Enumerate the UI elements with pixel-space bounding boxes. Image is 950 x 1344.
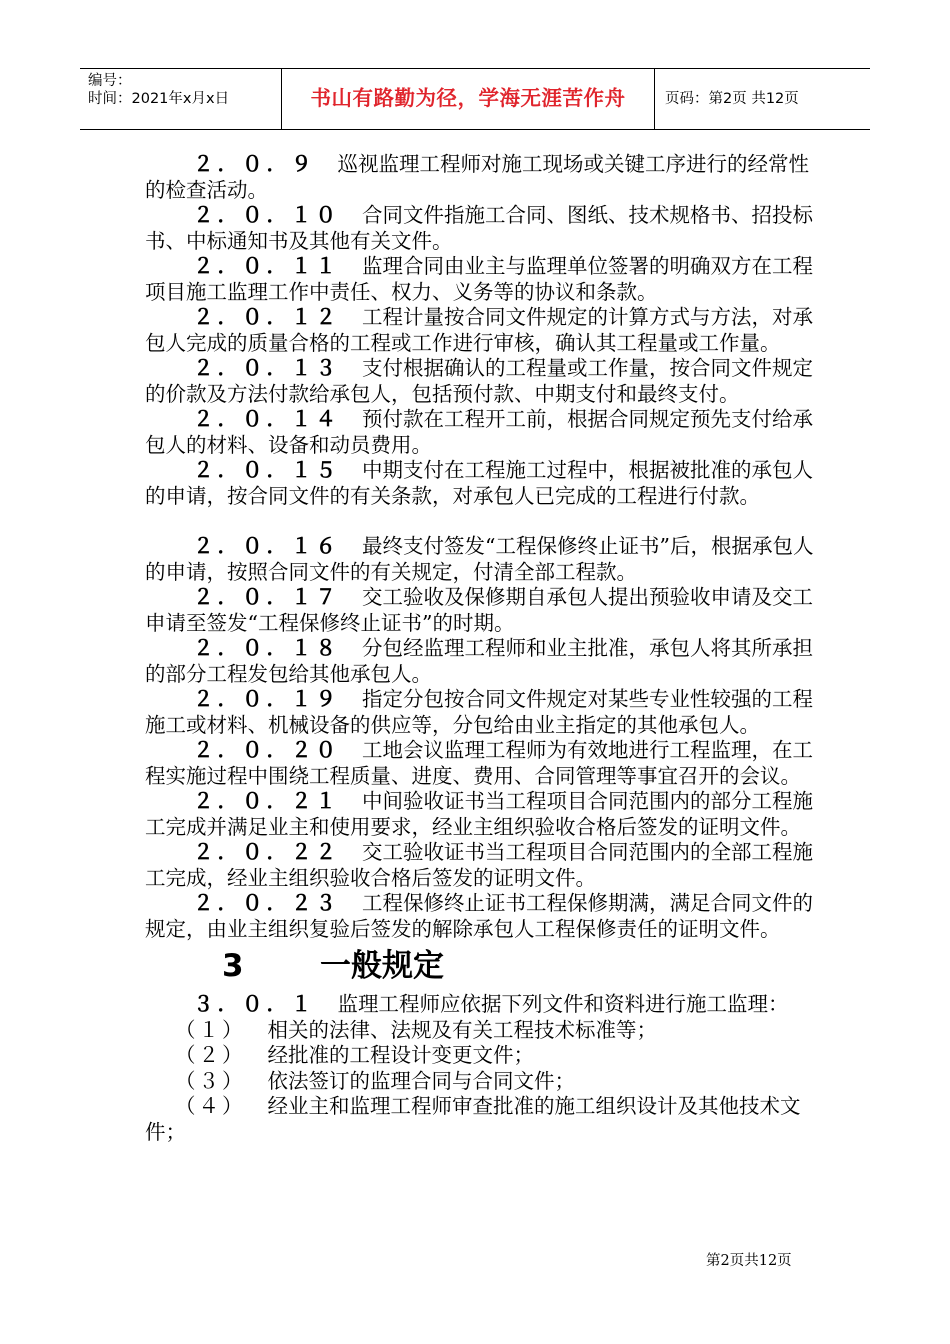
term-paragraph bbox=[145, 585, 825, 636]
header-divider-right bbox=[654, 68, 655, 130]
clause-paragraph bbox=[145, 992, 825, 1018]
list-item-text: 经业主和监理工程师审查批准的施工组织设计及其他技术文件； bbox=[145, 1094, 801, 1144]
term-number: ２．０．２２ bbox=[193, 840, 340, 864]
list-item-text: 经批准的工程设计变更文件； bbox=[267, 1043, 534, 1067]
term-number: ２．０．１２ bbox=[193, 305, 340, 329]
list-item bbox=[145, 1094, 825, 1145]
clause-text: 监理工程师应依据下列文件和资料进行施工监理： bbox=[337, 992, 789, 1016]
term-paragraph bbox=[145, 356, 825, 407]
term-number: ２．０．１３ bbox=[193, 356, 340, 380]
term-paragraph bbox=[145, 636, 825, 687]
term-number: ２．０．２１ bbox=[193, 789, 340, 813]
document-body bbox=[145, 152, 825, 1145]
term-number: ２．０．２３ bbox=[193, 891, 340, 915]
term-paragraph bbox=[145, 738, 825, 789]
term-number: ２．０．１７ bbox=[193, 585, 340, 609]
page-footer: 第2页共12页 bbox=[706, 1253, 792, 1269]
term-number: ２．０．２０ bbox=[193, 738, 340, 762]
header-top-rule bbox=[80, 68, 870, 69]
term-paragraph bbox=[145, 840, 825, 891]
clause-number: ３．０．１ bbox=[193, 992, 316, 1016]
term-paragraph bbox=[145, 407, 825, 458]
term-number: ２．０．１８ bbox=[193, 636, 340, 660]
term-text: 巡视监理工程师对施工现场或关键工序进行的经常性的检查活动。 bbox=[145, 152, 809, 202]
term-text: 最终支付签发“工程保修终止证书”后，根据承包人的申请，按照合同文件的有关规定，付清全部工程款。 bbox=[145, 534, 814, 584]
section-title: 一般规定 bbox=[320, 948, 444, 984]
header-bottom-rule bbox=[80, 129, 870, 130]
blank-line bbox=[145, 509, 825, 534]
section-heading bbox=[145, 944, 825, 988]
term-text: 指定分包按合同文件规定对某些专业性较强的工程施工或材料、机械设备的供应等，分包给由业主指定的其他承包人。 bbox=[145, 687, 813, 737]
term-text: 交工验收及保修期自承包人提出预验收申请及交工申请至签发“工程保修终止证书”的时期。 bbox=[145, 585, 813, 635]
term-paragraph bbox=[145, 254, 825, 305]
section-number: 3 bbox=[222, 948, 244, 984]
list-item-tag: （３） bbox=[175, 1068, 246, 1093]
list-item-tag: （２） bbox=[175, 1043, 246, 1067]
term-text: 预付款在工程开工前，根据合同规定预先支付给承包人的材料、设备和动员费用。 bbox=[145, 407, 813, 457]
term-paragraph bbox=[145, 789, 825, 840]
term-text: 工地会议监理工程师为有效地进行工程监理，在工程实施过程中围绕工程质量、进度、费用、合同管理等事宜召开的会议。 bbox=[145, 738, 813, 788]
term-number: ２．０．１１ bbox=[193, 254, 340, 278]
term-number: ２．０．１６ bbox=[193, 534, 340, 558]
term-paragraph bbox=[145, 152, 825, 203]
term-text: 中期支付在工程施工过程中，根据被批准的承包人的申请，按合同文件的有关条款，对承包人已完成的工程进行付款。 bbox=[145, 458, 813, 508]
term-paragraph bbox=[145, 458, 825, 509]
term-text: 中间验收证书当工程项目合同范围内的部分工程施工完成并满足业主和使用要求，经业主组织验收合格后签发的证明文件。 bbox=[145, 789, 813, 839]
list-item bbox=[145, 1043, 825, 1069]
term-number: ２．０．１４ bbox=[193, 407, 340, 431]
term-text: 工程计量按合同文件规定的计算方式与方法，对承包人完成的质量合格的工程或工作进行审核，确认其工程量或工作量。 bbox=[145, 305, 813, 355]
term-paragraph bbox=[145, 891, 825, 942]
term-text: 监理合同由业主与监理单位签署的明确双方在工程项目施工监理工作中责任、权力、义务等的协议和条款。 bbox=[145, 254, 813, 304]
list-item-text: 依法签订的监理合同与合同文件； bbox=[267, 1068, 575, 1093]
term-paragraph bbox=[145, 534, 825, 585]
list-item-tag: （１） bbox=[175, 1017, 246, 1042]
list-item-tag: （４） bbox=[175, 1094, 246, 1118]
term-paragraph bbox=[145, 305, 825, 356]
term-number: ２．０．９ bbox=[193, 152, 316, 176]
list-item bbox=[145, 1018, 825, 1044]
term-text: 支付根据确认的工程量或工作量，按合同文件规定的价款及方法付款给承包人，包括预付款、中期支付和最终支付。 bbox=[145, 356, 813, 406]
term-number: ２．０．１５ bbox=[193, 458, 340, 482]
term-text: 分包经监理工程师和业主批准，承包人将其所承担的部分工程发包给其他承包人。 bbox=[145, 636, 813, 686]
term-number: ２．０．１０ bbox=[193, 203, 340, 227]
serial-label: 编号： bbox=[88, 73, 132, 89]
term-text: 交工验收证书当工程项目合同范围内的全部工程施工完成，经业主组织验收合格后签发的证明文件。 bbox=[145, 840, 813, 890]
term-text: 合同文件指施工合同、图纸、技术规格书、招投标书、中标通知书及其他有关文件。 bbox=[145, 203, 813, 253]
date-label: 时间：2021年x月x日 bbox=[88, 91, 230, 107]
list-item bbox=[145, 1069, 825, 1095]
term-paragraph bbox=[145, 687, 825, 738]
list-item-text: 相关的法律、法规及有关工程技术标准等； bbox=[267, 1017, 657, 1042]
term-paragraph bbox=[145, 203, 825, 254]
term-text: 工程保修终止证书工程保修期满，满足合同文件的规定，由业主组织复验后签发的解除承包人工程保修责任的证明文件。 bbox=[145, 891, 813, 941]
page-label: 页码：第2页 共12页 bbox=[665, 91, 799, 107]
header-motto: 书山有路勤为径，学海无涯苦作舟 bbox=[310, 86, 626, 110]
term-number: ２．０．１９ bbox=[193, 687, 340, 711]
